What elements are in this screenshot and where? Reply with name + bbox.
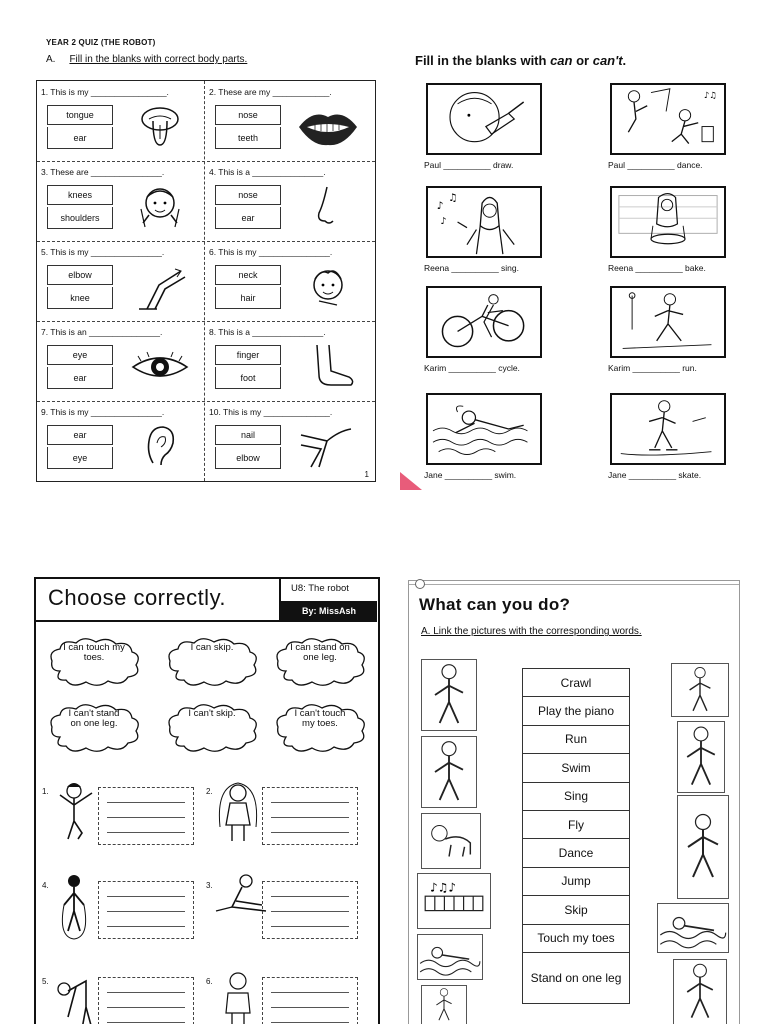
can-cant-item (414, 186, 564, 286)
can-cant-item (598, 83, 748, 183)
answer-option[interactable]: ear (47, 425, 113, 445)
crawling-baby-icon[interactable] (421, 813, 481, 869)
tongue-icon (129, 103, 191, 151)
quiz-header: YEAR 2 QUIZ (THE ROBOT) (46, 38, 156, 47)
question-text: 6. This is my _______________. (209, 247, 333, 257)
skipping-child-icon[interactable] (673, 959, 727, 1024)
svg-text:♪: ♪ (436, 199, 444, 212)
piano-icon[interactable] (417, 873, 491, 929)
answer-option[interactable]: elbow (47, 265, 113, 285)
speech-cloud (272, 637, 368, 687)
quiz-question-2 (205, 81, 372, 161)
speech-cloud (164, 637, 260, 687)
boy-touching-toes-icon (212, 871, 262, 941)
cloud-text: I can touch my toes. (63, 642, 125, 663)
word-list (522, 668, 630, 1004)
svg-text:♪♫♪: ♪♫♪ (430, 880, 457, 895)
answer-option[interactable]: ear (215, 207, 281, 229)
worksheet-title: What can you do? (419, 595, 571, 614)
child-bending-icon (48, 967, 98, 1024)
foot-icon (297, 343, 359, 391)
answer-option[interactable]: knee (47, 287, 113, 309)
answer-box[interactable] (262, 787, 358, 845)
singing-girl-icon (426, 186, 542, 258)
question-text: 10. This is my ______________. (209, 407, 333, 417)
answer-option[interactable]: elbow (215, 447, 281, 469)
singing-child-icon[interactable] (421, 659, 477, 731)
running-child-icon[interactable] (421, 985, 467, 1024)
answer-line (271, 802, 349, 803)
leg-icon (129, 263, 191, 311)
corner-decoration (400, 472, 422, 490)
body-parts-quiz (36, 36, 378, 484)
quiz-question-7 (37, 321, 204, 401)
exercise-number: 2. (206, 787, 213, 796)
answer-box[interactable] (98, 881, 194, 939)
child-with-toy-icon[interactable] (421, 736, 477, 808)
author-label: By: MissAsh (281, 601, 377, 620)
section-letter: A. (46, 54, 56, 65)
title-cant: can't (592, 53, 623, 68)
exercise-item (202, 871, 370, 961)
exercise-item (202, 777, 370, 867)
word-option[interactable]: Touch my toes (523, 925, 629, 953)
cloud-text: I can skip. (190, 642, 234, 653)
exercise-number: 1. (42, 787, 49, 796)
swimmer-icon (426, 393, 542, 465)
answer-box[interactable] (98, 977, 194, 1024)
word-option[interactable]: Play the piano (523, 697, 629, 725)
swimmer-icon[interactable] (417, 934, 483, 980)
speech-cloud (46, 637, 142, 687)
answer-option[interactable]: knees (47, 185, 113, 205)
cloud-text: I can't touch my toes. (294, 708, 346, 729)
boy-running-icon[interactable] (677, 721, 725, 793)
skater-icon (610, 393, 726, 465)
can-cant-item (414, 393, 564, 493)
quiz-question-5 (37, 241, 204, 321)
question-text: 8. This is a _______________. (209, 327, 326, 337)
hand-drawing-icon (426, 83, 542, 155)
question-text: 2. These are my ____________. (209, 87, 332, 97)
answer-line (107, 896, 185, 897)
boy-face-icon (297, 263, 359, 311)
answer-option[interactable]: finger (215, 345, 281, 365)
speech-cloud (46, 703, 142, 753)
baking-girl-icon (610, 186, 726, 258)
can-cant-worksheet (400, 50, 762, 490)
word-option[interactable]: Sing (523, 783, 629, 811)
quiz-question-10 (205, 401, 372, 481)
word-option[interactable]: Skip (523, 896, 629, 924)
binder-ring-icon (415, 579, 425, 589)
answer-line (271, 817, 349, 818)
can-cant-item (598, 393, 748, 493)
word-option[interactable]: Jump (523, 868, 629, 896)
exercise-item (38, 967, 206, 1024)
exercise-item (38, 871, 206, 961)
answer-option[interactable]: tongue (47, 105, 113, 125)
answer-line (271, 992, 349, 993)
cloud-text: I can't stand on one leg. (68, 708, 120, 729)
blank-sentence[interactable]: Reena __________ bake. (608, 263, 706, 273)
can-cant-item (598, 186, 748, 286)
answer-option[interactable]: teeth (215, 127, 281, 149)
exercise-number: 5. (42, 977, 49, 986)
answer-option[interactable]: hair (215, 287, 281, 309)
cyclist-icon (426, 286, 542, 358)
title-or: or (572, 53, 593, 68)
choose-correctly-worksheet (34, 577, 380, 1024)
question-text: 1. This is my ________________. (41, 87, 169, 97)
quiz-instruction (46, 54, 247, 65)
quiz-question-9 (37, 401, 204, 481)
answer-option[interactable]: eye (47, 345, 113, 365)
answer-line (107, 832, 185, 833)
what-can-you-do-worksheet (408, 580, 740, 1024)
answer-option[interactable]: nose (215, 105, 281, 125)
standing-man-icon[interactable] (677, 795, 729, 899)
nose-icon (297, 183, 359, 231)
question-text: 5. This is my _______________. (41, 247, 165, 257)
page-number: 1 (364, 470, 369, 479)
svg-text:♪♫: ♪♫ (703, 91, 717, 102)
worksheet-title (415, 53, 626, 68)
answer-option[interactable]: neck (215, 265, 281, 285)
title-can: can (550, 53, 573, 68)
answer-line (271, 911, 349, 912)
word-option[interactable]: Run (523, 726, 629, 754)
quiz-question-3 (37, 161, 204, 241)
quiz-question-6 (205, 241, 372, 321)
answer-line (271, 926, 349, 927)
blank-sentence[interactable]: Jane __________ swim. (424, 470, 517, 480)
answer-option[interactable]: foot (215, 367, 281, 389)
exercise-item (202, 967, 370, 1024)
dancing-child-icon[interactable] (671, 663, 729, 717)
speech-cloud (164, 703, 260, 753)
swimming-boy-icon[interactable] (657, 903, 729, 953)
title-end: . (622, 53, 627, 68)
child-stretching-icon (48, 777, 98, 847)
answer-option[interactable]: eye (47, 447, 113, 469)
answer-line (107, 992, 185, 993)
answer-box[interactable] (262, 977, 358, 1024)
blank-sentence[interactable]: Karim __________ cycle. (424, 363, 520, 373)
word-option[interactable]: Stand on one leg (530, 970, 622, 985)
exercise-number: 3. (206, 881, 213, 890)
answer-option[interactable]: nail (215, 425, 281, 445)
exercise-number: 4. (42, 881, 49, 890)
answer-option[interactable]: ear (47, 127, 113, 149)
exercise-number: 6. (206, 977, 213, 986)
can-cant-item (414, 83, 564, 183)
can-cant-item (414, 286, 564, 386)
blank-sentence[interactable]: Paul __________ dance. (608, 160, 703, 170)
quiz-grid (36, 80, 376, 482)
answer-line (107, 802, 185, 803)
quiz-question-1 (37, 81, 204, 161)
worksheet-instruction: A. Link the pictures with the corresponding words. (421, 626, 642, 637)
lips-icon (297, 103, 359, 151)
arm-icon (297, 423, 359, 471)
instruction-text: Fill in the blanks with correct body parts. (69, 54, 248, 65)
quiz-question-8 (205, 321, 372, 401)
svg-text:♪: ♪ (440, 215, 447, 227)
answer-line (107, 1022, 185, 1023)
answer-option[interactable]: shoulders (47, 207, 113, 229)
question-text: 3. These are _______________. (41, 167, 165, 177)
blank-sentence[interactable]: Jane __________ skate. (608, 470, 702, 480)
speech-cloud (272, 703, 368, 753)
question-text: 9. This is my _______________. (41, 407, 165, 417)
girl-skipping-icon (212, 777, 262, 847)
dancing-icon (610, 83, 726, 155)
girl-skipping-rope-icon (48, 871, 98, 941)
answer-line (271, 832, 349, 833)
answer-box[interactable] (262, 881, 358, 939)
child-standing-icon (212, 967, 262, 1024)
word-option[interactable]: Swim (523, 754, 629, 782)
can-cant-item (598, 286, 748, 386)
title-prefix: Fill in the blanks with (415, 53, 551, 68)
child-face-icon (129, 183, 191, 231)
blank-sentence[interactable]: Paul __________ draw. (424, 160, 514, 170)
exercise-item (38, 777, 206, 867)
unit-label: U8: The robot (291, 583, 349, 594)
blank-sentence[interactable]: Karim __________ run. (608, 363, 697, 373)
answer-line (271, 1022, 349, 1023)
blank-sentence[interactable]: Reena __________ sing. (424, 263, 519, 273)
answer-line (107, 911, 185, 912)
binder-line (409, 584, 739, 585)
cloud-text: I can stand on one leg. (290, 642, 350, 663)
worksheet-title: Choose correctly. (48, 585, 227, 610)
answer-line (271, 896, 349, 897)
word-option[interactable]: Crawl (523, 669, 629, 697)
unit-box (279, 579, 377, 622)
word-option[interactable]: Dance (523, 839, 629, 867)
eye-icon (129, 343, 191, 391)
answer-line (107, 926, 185, 927)
word-option[interactable]: Fly (523, 811, 629, 839)
answer-box[interactable] (98, 787, 194, 845)
answer-line (271, 1007, 349, 1008)
title-bar (36, 579, 377, 622)
answer-line (107, 817, 185, 818)
answer-option[interactable]: ear (47, 367, 113, 389)
answer-line (107, 1007, 185, 1008)
question-text: 7. This is an _______________. (41, 327, 163, 337)
answer-option[interactable]: nose (215, 185, 281, 205)
cloud-text: I can't skip. (188, 708, 236, 719)
question-text: 4. This is a _______________. (209, 167, 326, 177)
running-boy-icon (610, 286, 726, 358)
svg-text:♫: ♫ (448, 192, 458, 205)
quiz-question-4 (205, 161, 372, 241)
ear-icon (129, 423, 191, 471)
